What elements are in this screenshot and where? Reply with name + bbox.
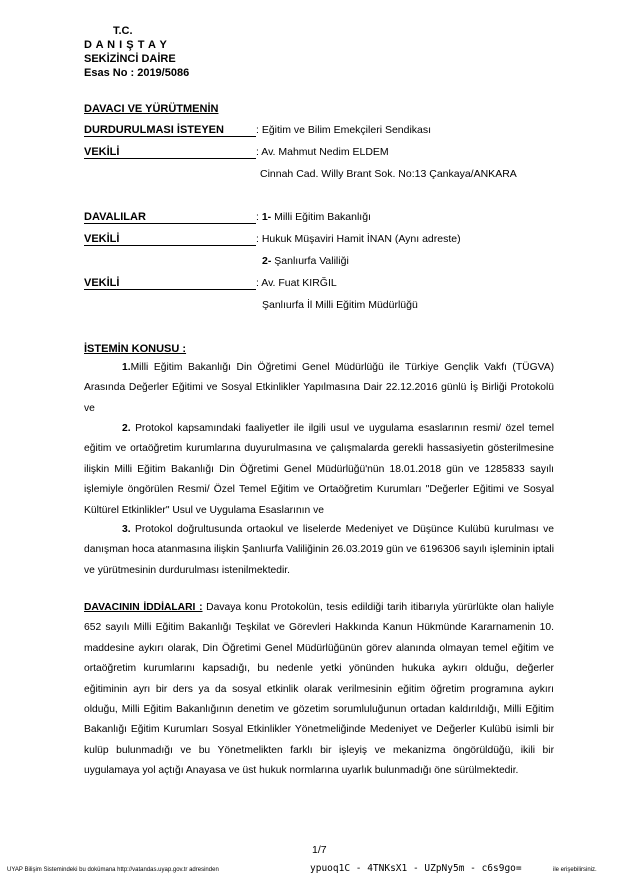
header-tc: T.C. (113, 25, 133, 37)
plaintiff-label-line1: DAVACI VE YÜRÜTMENİN (84, 103, 219, 115)
defendant-2: 2- Şanlıurfa Valiliği (262, 255, 349, 267)
defendant-2-attorney-label: VEKİLİ (84, 277, 256, 290)
defendant-2-attorney-address: Şanlıurfa İl Milli Eğitim Müdürlüğü (262, 299, 418, 311)
defendant-1-attorney-label: VEKİLİ (84, 233, 256, 246)
plaintiff-attorney-value: : Av. Mahmut Nedim ELDEM (256, 146, 389, 158)
esas-label: Esas No : (84, 67, 135, 79)
esas-value: 2019/5086 (137, 67, 190, 79)
header-court: D A N I Ş T A Y (84, 39, 168, 51)
plaintiff-attorney-label: VEKİLİ (84, 146, 256, 159)
defendant-1: : 1- Milli Eğitim Bakanlığı (256, 211, 371, 223)
header-chamber: SEKİZİNCİ DAİRE (84, 53, 176, 65)
page-number: 1/7 (312, 844, 327, 856)
footer-code: ypuoq1C - 4TNKsX1 - UZpNy5m - c6s9go= (310, 863, 522, 874)
header-esas (84, 67, 189, 80)
plaintiff-attorney-address: Cinnah Cad. Willy Brant Sok. No:13 Çankaya/ANKARA (260, 168, 517, 180)
footer-prefix: UYAP Bilişim Sistemindeki bu dokümana http://vatandas.uyap.gov.tr adresinden (7, 867, 219, 873)
defendants-label: DAVALILAR (84, 211, 256, 224)
footer-suffix: ile erişebilirsiniz. (553, 867, 597, 873)
claims-text: Davaya konu Protokolün, tesis edildiği tarih itibarıyla yürürlükte olan haliyle 652 sayılı Milli Eğitim Bakanlığı Teşkilat ve Görevleri Hakkında Kanun Hükmünde Kararnamenin 10. maddesine aykırı olarak, Din Öğretimi Genel Müdürlüğünün görev alanında olmayan temel eğitim ve ortaöğretim kurumlarını kapsadığı, bu nedenle yetki yönünden hukuka aykırı olduğu, değerler eğitiminin ayrı bir ders ya da sosyal etkinlik olarak verilmesinin eğitim öğretim programına aykırı olduğu, Milli Eğitim Bakanlığının denetim ve gözetim sorumluluğunun ortadan kaldırıldığı, Milli Eğitim Bakanlığı Eğitim Kurumları Sosyal Etkinlikler Yönetmeliğinde Medeniyet ve Değerler Kulübü isimli bir kulüp bulunmadığı ve bu Yönetmelikten farklı bir işleyiş ve mekanizma öngörüldüğü, ikili bir uygulamaya yol açtığı Anayasa ve üst hukuk normlarına uyarlık bulunmadığı öne sürülmektedir. (84, 602, 554, 777)
request-heading: İSTEMİN KONUSU : (84, 343, 187, 355)
defendant-1-attorney-value: : Hukuk Müşaviri Hamit İNAN (Aynı adreste) (256, 233, 461, 245)
claims-paragraph (84, 598, 554, 782)
plaintiff-value: : Eğitim ve Bilim Emekçileri Sendikası (256, 124, 432, 136)
claims-heading: DAVACININ İDDİALARI : (84, 602, 203, 613)
plaintiff-label-line2: DURDURULMASI İSTEYEN (84, 124, 256, 137)
request-item-1: 1.Milli Eğitim Bakanlığı Din Öğretimi Genel Müdürlüğü ile Türkiye Gençlik Vakfı (TÜGVA) Arasında Değerler Eğitimi ve Sosyal Etkinlikler Yapılmasına Dair 22.12.2016 günlü İş Birliği Protokolü ve (84, 362, 554, 414)
request-item-2: 2. Protokol kapsamındaki faaliyetler ile ilgili usul ve uygulama esaslarının resmi/ özel temel eğitim ve ortaöğretim kurumlarına duyurulmasına ve çalışmalarda gerekli hassasiyetin gösterilmesine ilişkin Milli Eğitim Bakanlığı Din Öğretimi Genel Müdürlüğü'nün 18.01.2018 gün ve 1285833 sayılı işlemiyle öngörülen Resmi/ Özel Temel Eğitim ve Ortaöğretim Kurumları "Değerler Eğitimi ve Sosyal Kültürel Etkinlikler" Usul ve Uygulama Esaslarının ve (84, 423, 554, 516)
request-item-3: 3. Protokol doğrultusunda ortaokul ve liselerde Medeniyet ve Düşünce Kulübü kurulması ve danışman hoca atanmasına ilişkin Şanlıurfa Valiliğinin 26.03.2019 gün ve 6196306 sayılı işleminin iptali ve yürütmesinin durdurulması istenilmektedir. (84, 524, 554, 576)
defendant-2-attorney-value: : Av. Fuat KIRĞIL (256, 277, 337, 289)
